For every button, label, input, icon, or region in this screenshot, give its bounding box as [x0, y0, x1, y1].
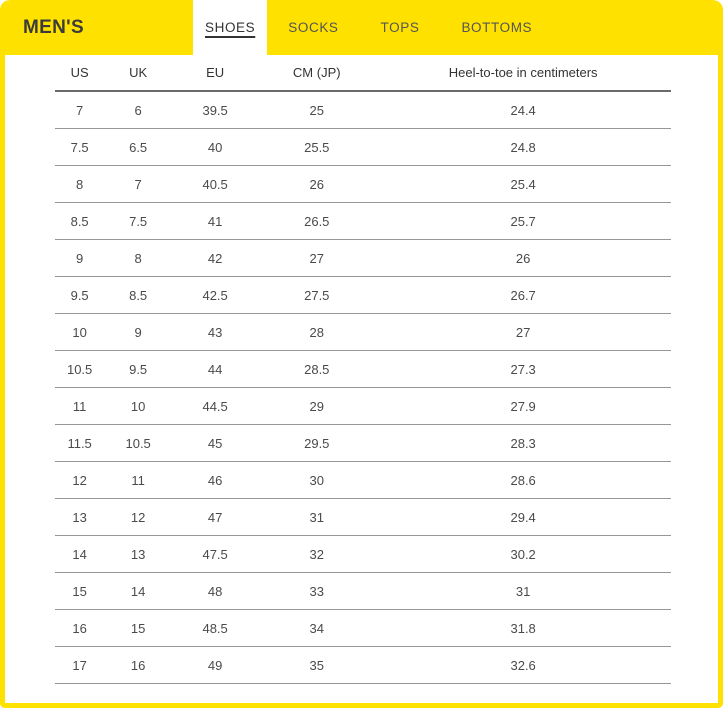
cell: 25 [258, 91, 375, 129]
cell: 31 [258, 499, 375, 536]
cell: 8.5 [104, 277, 172, 314]
cell: 8 [104, 240, 172, 277]
cell: 35 [258, 647, 375, 684]
tab-tops[interactable]: TOPS [380, 20, 420, 35]
cell: 27.3 [375, 351, 671, 388]
cell: 11 [104, 462, 172, 499]
cell: 12 [104, 499, 172, 536]
cell: 11 [55, 388, 104, 425]
cell: 14 [55, 536, 104, 573]
cell: 33 [258, 573, 375, 610]
table-row [55, 499, 671, 536]
cell: 25.5 [258, 129, 375, 166]
column-header-uk: UK [104, 55, 172, 91]
table-body [55, 91, 671, 684]
cell: 48.5 [172, 610, 258, 647]
cell: 29 [258, 388, 375, 425]
cell: 39.5 [172, 91, 258, 129]
cell: 26.5 [258, 203, 375, 240]
cell: 47.5 [172, 536, 258, 573]
table-row [55, 388, 671, 425]
table-row [55, 240, 671, 277]
cell: 28.5 [258, 351, 375, 388]
table-header-row [55, 55, 671, 91]
cell: 25.4 [375, 166, 671, 203]
cell: 46 [172, 462, 258, 499]
cell: 7.5 [104, 203, 172, 240]
cell: 44 [172, 351, 258, 388]
cell: 31.8 [375, 610, 671, 647]
cell: 49 [172, 647, 258, 684]
cell: 17 [55, 647, 104, 684]
cell: 48 [172, 573, 258, 610]
cell: 27.5 [258, 277, 375, 314]
size-table [55, 55, 671, 684]
cell: 6 [104, 91, 172, 129]
tab-bottoms[interactable]: BOTTOMS [461, 20, 533, 35]
cell: 15 [104, 610, 172, 647]
tab-shoes[interactable]: SHOES [193, 0, 267, 55]
table-row [55, 314, 671, 351]
cell: 41 [172, 203, 258, 240]
column-header-cm-jp: CM (JP) [258, 55, 375, 91]
cell: 10.5 [55, 351, 104, 388]
cell: 13 [104, 536, 172, 573]
column-header-us: US [55, 55, 104, 91]
table-row [55, 647, 671, 684]
cell: 32 [258, 536, 375, 573]
cell: 29.4 [375, 499, 671, 536]
cell: 10 [55, 314, 104, 351]
cell: 27.9 [375, 388, 671, 425]
column-header-eu: EU [172, 55, 258, 91]
cell: 28.6 [375, 462, 671, 499]
cell: 9 [104, 314, 172, 351]
cell: 10 [104, 388, 172, 425]
cell: 9 [55, 240, 104, 277]
cell: 26.7 [375, 277, 671, 314]
cell: 30.2 [375, 536, 671, 573]
cell: 16 [55, 610, 104, 647]
size-table-wrap [5, 55, 718, 701]
cell: 47 [172, 499, 258, 536]
cell: 34 [258, 610, 375, 647]
cell: 24.8 [375, 129, 671, 166]
tab-bar [193, 0, 553, 55]
cell: 7 [104, 166, 172, 203]
cell: 10.5 [104, 425, 172, 462]
table-row [55, 203, 671, 240]
cell: 25.7 [375, 203, 671, 240]
cell: 9.5 [104, 351, 172, 388]
cell: 27 [375, 314, 671, 351]
table-row [55, 573, 671, 610]
cell: 15 [55, 573, 104, 610]
cell: 8.5 [55, 203, 104, 240]
cell: 13 [55, 499, 104, 536]
table-row [55, 277, 671, 314]
table-row [55, 610, 671, 647]
table-row [55, 425, 671, 462]
cell: 45 [172, 425, 258, 462]
cell: 16 [104, 647, 172, 684]
cell: 11.5 [55, 425, 104, 462]
cell: 26 [375, 240, 671, 277]
cell: 28 [258, 314, 375, 351]
table-row [55, 351, 671, 388]
cell: 40 [172, 129, 258, 166]
table-row [55, 462, 671, 499]
column-header-heel-to-toe-in-centimeters: Heel-to-toe in centimeters [375, 55, 671, 91]
cell: 44.5 [172, 388, 258, 425]
cell: 31 [375, 573, 671, 610]
cell: 14 [104, 573, 172, 610]
cell: 12 [55, 462, 104, 499]
tab-socks[interactable]: SOCKS [288, 20, 339, 35]
cell: 9.5 [55, 277, 104, 314]
cell: 42 [172, 240, 258, 277]
cell: 32.6 [375, 647, 671, 684]
cell: 28.3 [375, 425, 671, 462]
cell: 7 [55, 91, 104, 129]
cell: 7.5 [55, 129, 104, 166]
cell: 30 [258, 462, 375, 499]
size-chart-header [5, 0, 718, 55]
table-row [55, 129, 671, 166]
cell: 40.5 [172, 166, 258, 203]
cell: 43 [172, 314, 258, 351]
cell: 42.5 [172, 277, 258, 314]
cell: 6.5 [104, 129, 172, 166]
cell: 27 [258, 240, 375, 277]
table-row [55, 91, 671, 129]
cell: 8 [55, 166, 104, 203]
page-title: MEN'S [23, 16, 84, 38]
cell: 29.5 [258, 425, 375, 462]
cell: 26 [258, 166, 375, 203]
table-row [55, 166, 671, 203]
table-row [55, 536, 671, 573]
cell: 24.4 [375, 91, 671, 129]
